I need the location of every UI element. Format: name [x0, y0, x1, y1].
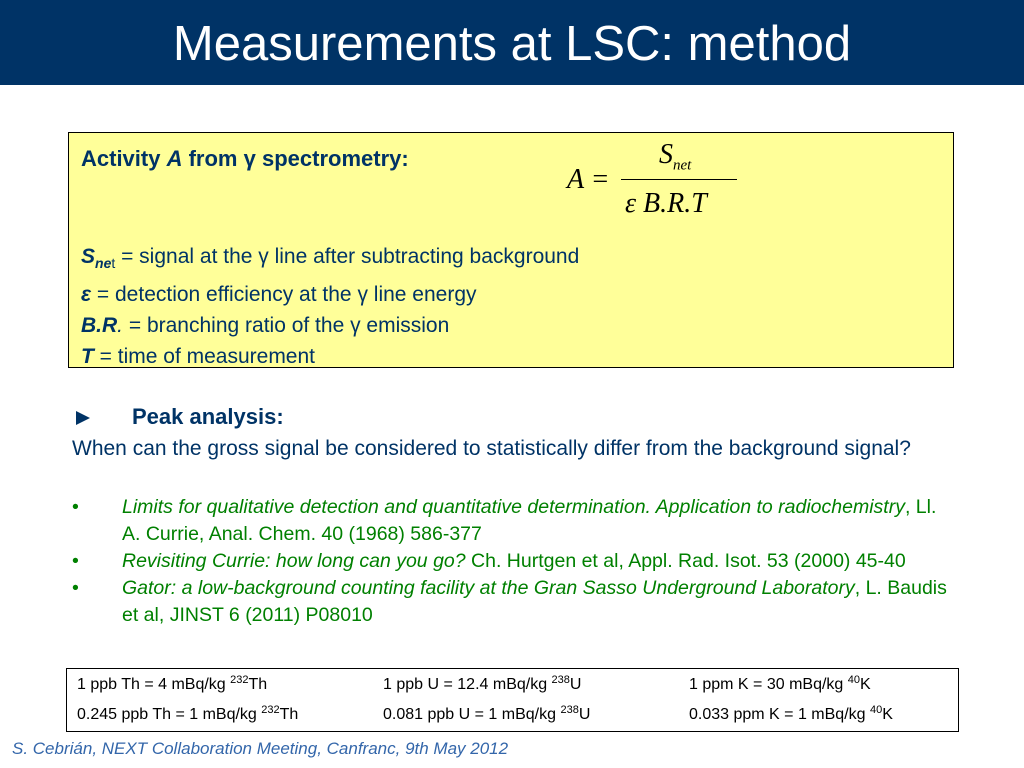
def-br-symbol: B.R	[81, 314, 118, 338]
footer-citation: S. Cebrián, NEXT Collaboration Meeting, Canfranc, 9th May 2012	[12, 739, 509, 758]
isotope-mass: 40	[870, 704, 883, 716]
fraction-bar	[621, 179, 737, 180]
conversion-text: 1 ppb U = 12.4 mBq/kg	[383, 676, 552, 693]
isotope-mass: 238	[560, 704, 579, 716]
snet-tail: t	[111, 255, 116, 272]
def-snet-text-a: = signal at the	[115, 245, 259, 268]
conversion-text: 1 ppm K = 30 mBq/kg	[689, 676, 848, 693]
formula-denominator: ε B.R.T	[625, 188, 707, 219]
conversion-cell	[383, 675, 581, 695]
def-epsilon-text-b: line energy	[367, 283, 477, 307]
def-t-symbol: T	[81, 345, 94, 369]
def-br-text-b: emission	[360, 314, 450, 338]
def-epsilon-text-a: = detection efficiency at the	[91, 283, 358, 307]
reference-citation: , Ll. A. Currie, Anal. Chem. 40 (1968) 586-377	[122, 496, 937, 545]
isotope-element: Th	[248, 676, 268, 693]
gamma-symbol: γ	[243, 146, 256, 171]
isotope-element: K	[882, 706, 893, 723]
conversion-text: 0.245 ppb Th = 1 mBq/kg	[77, 706, 262, 723]
def-snet-symbol	[81, 245, 112, 272]
isotope-mass: 232	[230, 674, 249, 686]
isotope-mass: 40	[847, 674, 860, 686]
definitions	[81, 241, 579, 372]
conversion-cell	[77, 675, 267, 695]
snet-sub: ne	[95, 255, 112, 272]
reference-item	[72, 575, 952, 629]
isotope-mass: 238	[551, 674, 570, 686]
peak-question: When can the gross signal be considered to statistically differ from the background signal?	[72, 437, 911, 460]
def-snet-text-b: line after subtracting background	[268, 245, 580, 268]
gamma-symbol: γ	[357, 283, 368, 307]
reference-title: Revisiting Currie: how long can you go?	[122, 550, 466, 572]
def-br-text-a: = branching ratio of the	[123, 314, 351, 338]
activity-box	[68, 132, 954, 368]
heading-symbol: A	[166, 146, 183, 171]
conversion-cell	[77, 705, 298, 725]
peak-analysis-heading: Peak analysis:	[132, 404, 284, 429]
reference-title: Limits for qualitative detection and quantitative determination. Application to radiochemistry	[122, 496, 905, 518]
def-br	[81, 310, 579, 341]
isotope-mass: 232	[261, 704, 280, 716]
bullet-icon: •	[72, 550, 79, 572]
heading-mid: from	[182, 146, 244, 171]
bullet-icon: •	[72, 577, 79, 599]
slide-title: Measurements at LSC: method	[172, 17, 852, 71]
reference-list	[72, 494, 952, 629]
conversion-text: 0.081 ppb U = 1 mBq/kg	[383, 706, 561, 723]
conversion-text: 0.033 ppm K = 1 mBq/kg	[689, 706, 870, 723]
def-epsilon-symbol: ε	[81, 283, 92, 307]
def-epsilon	[81, 279, 579, 310]
def-t-text: = time of measurement	[93, 345, 316, 369]
isotope-element: U	[578, 706, 591, 723]
reference-item	[72, 494, 952, 548]
activity-formula	[567, 137, 747, 223]
reference-citation: Ch. Hurtgen et al, Appl. Rad. Isot. 53 (2000) 45-40	[465, 550, 906, 572]
gamma-symbol: γ	[258, 245, 269, 268]
formula-num-sub: net	[673, 157, 692, 174]
bullet-icon: •	[72, 496, 79, 518]
snet-main: S	[81, 245, 96, 268]
heading-prefix: Activity	[81, 146, 167, 171]
activity-heading	[81, 145, 409, 173]
reference-citation: , L. Baudis et al, JINST 6 (2011) P08010	[122, 577, 947, 626]
conversion-cell	[383, 705, 590, 725]
def-br-tail: .	[117, 314, 124, 338]
reference-item	[72, 548, 952, 575]
def-t	[81, 341, 579, 372]
isotope-element: K	[860, 676, 871, 693]
conversion-cell	[689, 705, 893, 725]
arrow-bullet-icon	[76, 411, 90, 425]
formula-num-main: S	[659, 139, 673, 170]
formula-numerator	[659, 139, 691, 182]
heading-suffix: spectrometry:	[255, 146, 409, 171]
def-snet	[81, 241, 579, 279]
conversion-text: 1 ppb Th = 4 mBq/kg	[77, 676, 231, 693]
conversion-table	[66, 668, 959, 732]
reference-title: Gator: a low-background counting facility at the Gran Sasso Underground Laboratory	[122, 577, 855, 599]
formula-lhs: A =	[567, 164, 610, 195]
conversion-cell	[689, 675, 871, 695]
gamma-symbol: γ	[350, 314, 361, 338]
isotope-element: U	[569, 676, 582, 693]
isotope-element: Th	[279, 706, 299, 723]
